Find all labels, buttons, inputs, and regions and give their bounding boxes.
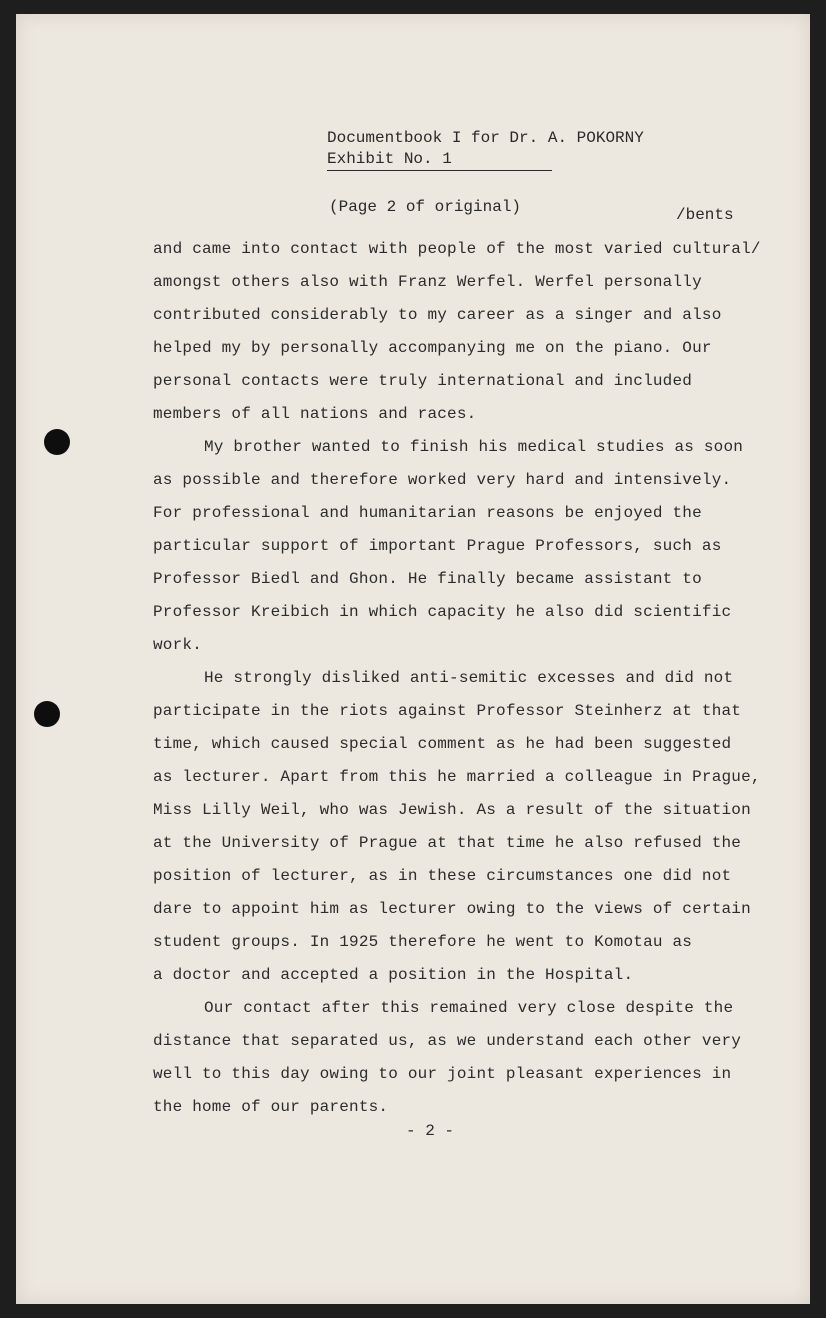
- text-line: at the University of Prague at that time he also refused the: [153, 834, 742, 852]
- punch-hole: [44, 429, 70, 455]
- text-line: the home of our parents.: [153, 1098, 389, 1116]
- text-line: amongst others also with Franz Werfel. Werfel personally: [153, 273, 702, 291]
- document-title: Documentbook I for Dr. A. POKORNY: [327, 129, 644, 147]
- text-line: student groups. In 1925 therefore he went to Komotau as: [153, 933, 693, 951]
- text-line: Professor Kreibich in which capacity he also did scientific: [153, 603, 732, 621]
- text-line: contributed considerably to my career as a singer and also: [153, 306, 722, 324]
- margin-annotation: /bents: [676, 206, 734, 224]
- text-line: dare to appoint him as lecturer owing to the views of certain: [153, 900, 751, 918]
- text-line: members of all nations and races.: [153, 405, 477, 423]
- text-line: as lecturer. Apart from this he married a colleague in Prague,: [153, 768, 761, 786]
- text-line: Professor Biedl and Ghon. He finally became assistant to: [153, 570, 702, 588]
- text-line: participate in the riots against Professor Steinherz at that: [153, 702, 742, 720]
- punch-hole: [34, 701, 60, 727]
- text-line: helped my by personally accompanying me on the piano. Our: [153, 339, 712, 357]
- text-line: distance that separated us, as we understand each other very: [153, 1032, 742, 1050]
- text-line: work.: [153, 636, 203, 654]
- exhibit-number: Exhibit No. 1: [327, 149, 552, 171]
- text-line: well to this day owing to our joint pleasant experiences in: [153, 1065, 732, 1083]
- document-header: [327, 128, 644, 171]
- page-number: - 2 -: [406, 1122, 455, 1140]
- text-line: particular support of important Prague Professors, such as: [153, 537, 722, 555]
- text-line: He strongly disliked anti-semitic excesses and did not: [204, 669, 734, 687]
- text-line: position of lecturer, as in these circumstances one did not: [153, 867, 732, 885]
- text-line: Our contact after this remained very close despite the: [204, 999, 734, 1017]
- text-line: For professional and humanitarian reasons be enjoyed the: [153, 504, 702, 522]
- text-line: as possible and therefore worked very hard and intensively.: [153, 471, 732, 489]
- text-line: My brother wanted to finish his medical studies as soon: [204, 438, 744, 456]
- text-line: time, which caused special comment as he had been suggested: [153, 735, 732, 753]
- text-line: Miss Lilly Weil, who was Jewish. As a result of the situation: [153, 801, 751, 819]
- document-page: [16, 14, 810, 1304]
- page-reference: (Page 2 of original): [329, 198, 522, 216]
- text-line: personal contacts were truly international and included: [153, 372, 693, 390]
- text-line: and came into contact with people of the most varied cultural/: [153, 240, 761, 258]
- text-line: a doctor and accepted a position in the Hospital.: [153, 966, 634, 984]
